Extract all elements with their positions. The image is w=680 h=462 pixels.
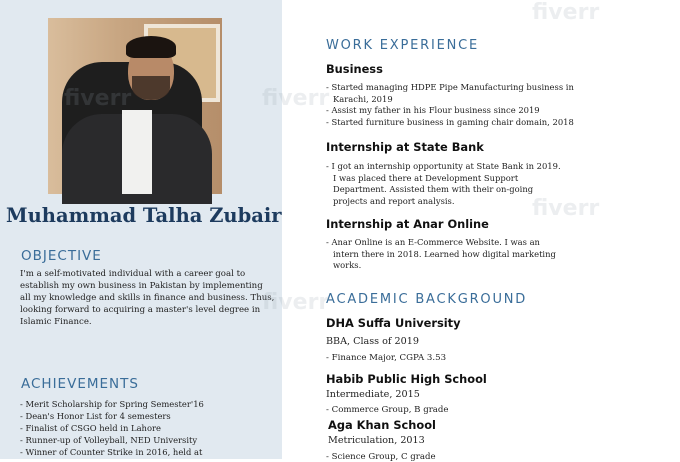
list-item: - Runner-up of Volleyball, NED University — [20, 435, 198, 446]
work-heading: WORK EXPERIENCE — [326, 38, 480, 53]
list-item: - Dean's Honor List for 4 semesters — [20, 411, 171, 422]
list-item: - Winner of Counter Strike in 2016, held at — [20, 447, 203, 458]
list-item: - Assist my father in his Flour business since 2019 — [326, 105, 540, 116]
objective-text: I'm a self-motivated individual with a career goal to establish my own business in Pakistan by implementing all my knowledge and skills in finance and business. Thus, looking forward to acquiring a master's level degree in Islamic Finance. — [20, 269, 275, 327]
job-title: Internship at State Bank — [326, 140, 484, 154]
school-detail: - Commerce Group, B grade — [326, 405, 449, 415]
school-name: Aga Khan School — [328, 418, 436, 432]
main-content — [262, 0, 680, 462]
job-details — [326, 237, 562, 272]
school-degree: Intermediate, 2015 — [326, 389, 420, 400]
watermark: fiverr — [262, 290, 330, 315]
list-item: - Started managing HDPE Pipe Manufacturing business in Karachi, 2019 — [326, 82, 574, 104]
school-degree: Metriculation, 2013 — [328, 435, 425, 446]
sidebar — [0, 0, 282, 459]
list-item: - Anar Online is an E-Commerce Website. I was an intern there in 2018. Learned how digital marketing works. — [326, 237, 556, 271]
objective-heading: OBJECTIVE — [21, 248, 102, 264]
school-name: DHA Suffa University — [326, 316, 461, 330]
profile-name: Muhammad Talha Zubair — [6, 204, 282, 227]
job-details — [326, 161, 562, 207]
achievements-list — [20, 398, 282, 458]
school-degree: BBA, Class of 2019 — [326, 336, 419, 347]
watermark: fiverr — [532, 0, 600, 25]
job-details — [326, 82, 596, 128]
job-title: Internship at Anar Online — [326, 217, 489, 231]
watermark: fiverr — [262, 86, 330, 111]
watermark: fiverr — [532, 196, 600, 221]
achievements-heading: ACHIEVEMENTS — [21, 376, 139, 392]
list-item: - Started furniture business in gaming chair domain, 2018 — [326, 116, 574, 127]
school-detail: - Science Group, C grade — [326, 452, 436, 462]
school-detail: - Finance Major, CGPA 3.53 — [326, 353, 447, 363]
list-item: - Merit Scholarship for Spring Semester'16 — [20, 399, 204, 409]
list-item: - I got an internship opportunity at State Bank in 2019. I was placed there at Development Support Department. Assisted them with their on-going projects and report analysis. — [326, 161, 561, 206]
job-title: Business — [326, 62, 383, 76]
list-item: - Finalist of CSGO held in Lahore — [20, 423, 161, 434]
watermark: fiverr — [64, 86, 132, 111]
academic-heading: ACADEMIC BACKGROUND — [326, 292, 528, 307]
school-name: Habib Public High School — [326, 372, 487, 386]
